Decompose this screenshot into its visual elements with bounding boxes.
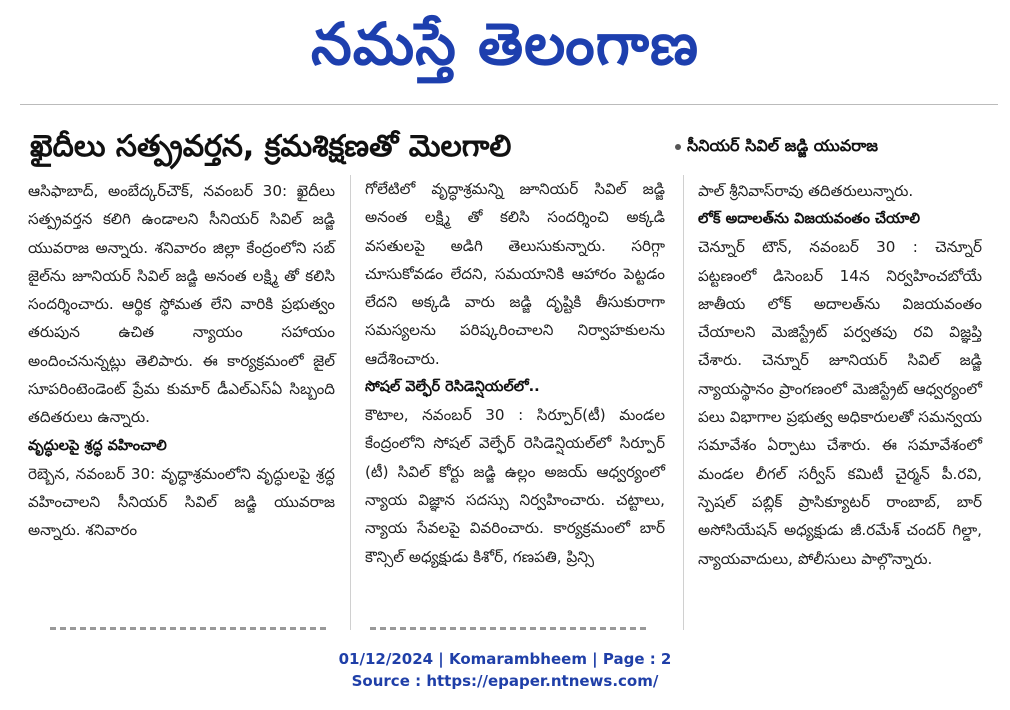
column-3-paragraph-1: పాల్ శ్రీనివాస్‌రావు తదితరులున్నారు.	[698, 182, 914, 200]
column-1-paragraph-1: ఆసిఫాబాద్, అంబేద్కర్‌చౌక్, నవంబర్ 30: ఖైదీలు సత్ప్రవర్తన కలిగి ఉండాలని సీనియర్ సివిల్ జడ్జి యువరాజ అన్నారు. శనివారం జిల్లా కేంద్రంలోని సబ్ జైల్‌ను జూనియర్ సివిల్ జడ్జి అనంత లక్ష్మి తో కలిసి సందర్శించారు. ఆర్థిక స్థోమత లేని వారికి ప్రభుత్వం తరుపున ఉచిత న్యాయం సహాయం అందించనున్నట్లు తెలిపారు. ఈ కార్యక్రమంలో జైల్ సూపరింటెండెంట్ ప్రేమ కుమార్ డీఎల్ఎస్ఏ సిబ్బంది తదితరులు ఉన్నారు.	[28, 182, 335, 427]
newspaper-logo: నమస్తే తెలంగాణ	[311, 10, 699, 78]
footer-source: Source : https://epaper.ntnews.com/	[351, 672, 659, 690]
column-3-paragraph-2: చెన్నూర్ టౌన్, నవంబర్ 30 : చెన్నూర్ పట్టణంలో డిసెంబర్ 14న నిర్వహించబోయే జాతీయ లోక్ అదాలత్‌ను విజయవంతం చేయాలని మెజిస్ట్రేట్ పర్వతపు రవి విజ్ఞప్తి చేశారు. చెన్నూర్ జూనియర్ సివిల్ జడ్జి న్యాయస్థానం ప్రాంగణంలో మెజిస్ట్రేట్ ఆధ్వర్యంలో పలు విభాగాల ప్రభుత్వ అధికారులతో సమన్వయ సమావేశం ఏర్పాటు చేశారు. ఈ సమావేశంలో మండల లీగల్ సర్వీస్ కమిటీ చైర్మన్ పీ.రవి, స్పెషల్ పబ్లిక్ ప్రాసిక్యూటర్ రాంబాబ్, బార్ అసోసియేషన్ అధ్యక్షుడు జీ.రమేశ్ చందర్ గిల్డా, న్యాయవాదులు, పోలీసులు పాల్గొన్నారు.	[698, 238, 982, 568]
column-3-subheading: లోక్ అదాలత్‌ను విజయవంతం చేయాలి	[698, 211, 920, 228]
masthead	[0, 0, 1010, 100]
column-1-paragraph-2: రెబ్బెన, నవంబర్ 30: వృద్ధాశ్రమంలోని వృద్ధులపై శ్రద్ధ వహించాలని సీనియర్ సివిల్ జడ్జి యువరాజ అన్నారు. శనివారం	[28, 464, 335, 540]
column-1-subheading: వృద్ధులపై శ్రద్ధ వహించాలి	[28, 437, 167, 454]
column-divider-1	[350, 175, 351, 630]
article-column-3	[698, 177, 982, 573]
article-byline	[675, 131, 985, 161]
byline-text: సీనియర్ సివిల్ జడ్జి యువరాజ	[687, 136, 878, 155]
clipping-cut-edge	[370, 627, 650, 630]
column-divider-2	[683, 175, 684, 630]
footer-date-edition: 01/12/2024 | Komarambheem | Page : 2	[338, 650, 672, 668]
article-headline: ఖైదీలు సత్ప్రవర్తన, క్రమశిక్షణతో మెలగాలి	[30, 129, 512, 164]
clipping-cut-edge	[50, 627, 330, 630]
article-column-2	[365, 175, 665, 571]
column-2-paragraph-2: కౌటాల, నవంబర్ 30 : సిర్పూర్(టీ) మండల కేంద్రంలోని సోషల్ వెల్ఫేర్ రెసిడెన్షియల్‌లో సిర్పూర్ (టీ) సివిల్ కోర్టు జడ్జి ఉల్లం అజయ్ ఆధ్వర్యంలో న్యాయ విజ్ఞాన సదస్సు నిర్వహించారు. చట్టాలు, న్యాయ సేవలపై వివరించారు. కార్యక్రమంలో బార్ కౌన్సిల్ అధ్యక్షుడు కిశోర్, గణపతి, ప్రిన్సి	[365, 406, 665, 566]
article-column-1	[28, 177, 335, 545]
bullet-icon	[675, 144, 681, 150]
column-2-paragraph-1: గోలేటిలో వృద్ధాశ్రమన్ని జూనియర్ సివిల్ జడ్జి అనంత లక్ష్మి తో కలిసి సందర్శించి అక్కడి వసతులపై అడిగి తెలుసుకున్నారు. సరిగ్గా చూసుకోవడం లేదని, సమయానికి ఆహారం పెట్టడం లేదని అక్కడి వారు జడ్జి దృష్టికి తీసుకురాగా సమస్యలను పరిష్కరించాలని నిర్వాహకులను ఆదేశించారు.	[365, 180, 665, 368]
column-2-subheading: సోషల్ వెల్ఫేర్ రెసిడెన్షియల్‌లో..	[365, 379, 540, 396]
article-clipping	[20, 105, 998, 630]
